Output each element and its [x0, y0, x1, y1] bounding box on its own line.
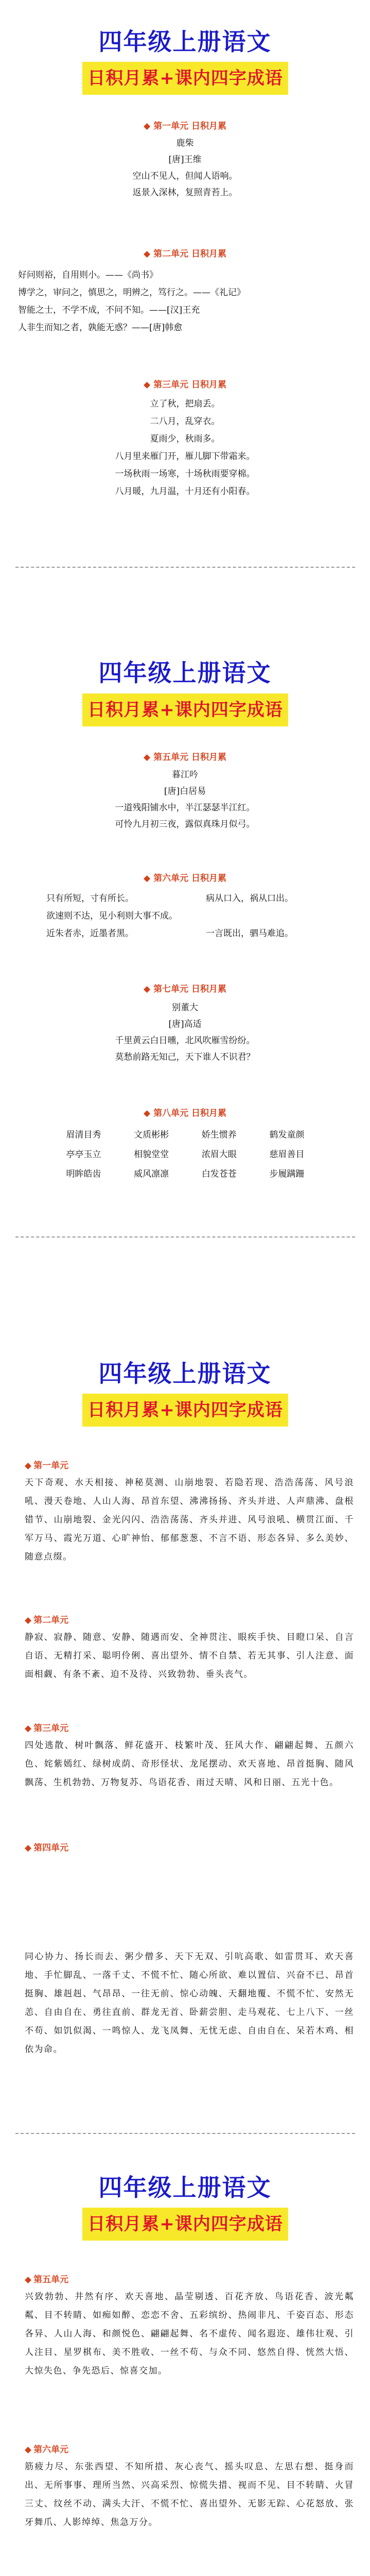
poem-title: 暮江吟 — [172, 770, 198, 780]
poem-line: 返景入深林，复照青苔上。 — [132, 188, 238, 198]
poem-line: 空山不见人，但闻人语响。 — [132, 171, 238, 181]
diamond-icon: ◆ — [25, 1461, 32, 1471]
diamond-icon: ◆ — [144, 1108, 151, 1118]
saying-line: 欲速则不达，见小利则大事不成。 — [46, 911, 178, 921]
poem-author: [唐]王维 — [168, 155, 202, 165]
diamond-icon: ◆ — [144, 121, 151, 131]
idiom-paragraph: 兴致勃勃、井然有序、欢天喜地、晶莹剔透、百花齐放、鸟语花香、波光粼粼、目不转睛、如痴如醉、恋恋不舍、五彩缤纷、热闹非凡、千姿百态、形态各异、人山人海、和颜悦色、翩翩起舞、名不虚传、闻名遐迩、雄伟壮观、引人注目、星罗棋布、美不胜收、一丝不苟、与众不同、悠然自得、恍然大悟、大惊失色、争先恐后、惊喜交加。 — [25, 2292, 354, 2376]
unit-8-heading: ◆ 第八单元 日积月累 — [144, 1108, 226, 1118]
idiom-paragraph: 天下奇观、水天相接、神秘莫测、山崩地裂、若隐若现、浩浩荡荡、风号浪吼、漫天卷地、人山人海、昂首东望、沸沸扬扬、齐头并进、人声鼎沸、盘根错节、山崩地裂、金光闪闪、浩浩荡荡、齐头并进、风号浪吼、横贯江面、千军万马、霞光万道、心旷神怡、郁郁葱葱、不言不语、形态各异、多么美妙、随意点缀。 — [25, 1478, 354, 1562]
diamond-icon: ◆ — [25, 1615, 32, 1625]
page-title: 四年级上册语文 — [98, 2174, 272, 2201]
idiom: 亭亭玉立 — [66, 1149, 101, 1160]
page-title: 四年级上册语文 — [98, 1360, 272, 1387]
idiom-grid — [51, 1125, 319, 1184]
poem-line: 莫愁前路无知己，天下谁人不识君？ — [115, 1052, 255, 1062]
poem-title: 别董大 — [172, 1003, 198, 1013]
page-title: 四年级上册语文 — [98, 659, 272, 687]
unit-6-heading: ◆ 第六单元 日积月累 — [144, 873, 226, 884]
poem-title: 鹿柴 — [176, 138, 194, 148]
section-label: ◆ 第二单元 — [25, 1615, 69, 1625]
proverb-line: 一场秋雨一场寒，十场秋雨要穿棉。 — [115, 469, 255, 479]
quote-line: 智能之士，不学不成，不问不知。——[汉]王充 — [18, 305, 200, 315]
unit-3-heading: ◆ 第三单元 日积月累 — [144, 380, 226, 390]
banner: 日积月累+课内四字成语 — [82, 693, 288, 726]
saying-line: 一言既出，驷马难追。 — [206, 928, 293, 939]
diamond-icon: ◆ — [25, 1843, 32, 1853]
idiom: 文质彬彬 — [134, 1130, 169, 1140]
section-label: ◆ 第一单元 — [25, 1461, 69, 1471]
idiom: 鹤发童颜 — [269, 1130, 305, 1140]
unit-1-heading: ◆ 第一单元 日积月累 — [144, 121, 226, 131]
idiom-paragraph: 同心协力、扬长而去、粥少僧多、天下无双、引吭高歌、如雷贯耳、欢天喜地、手忙脚乱、一落千丈、不慌不忙、随心所欲、难以置信、兴奋不已、昂首挺胸、雄赳赳、气昂昂、一往无前、惊心动魄、天翻地覆、不慌不忙、安然无恙、自由自在、勇往直前、群龙无首、卧薪尝胆、走马观花、七上八下、一丝不苟、如饥似渴、一鸣惊人、龙飞凤舞、无忧无虑、自由自在、呆若木鸡、相依为命。 — [25, 1952, 354, 2055]
saying-line: 只有所短，寸有所长。 — [46, 893, 134, 904]
poem-line: 千里黄云白日曛，北风吹雁雪纷纷。 — [115, 1036, 255, 1046]
idiom-row — [51, 1164, 319, 1184]
quote-line: 博学之，审问之，慎思之，明辨之，笃行之。——《礼记》 — [18, 287, 245, 298]
page-divider — [15, 567, 355, 568]
idiom: 慈眉善目 — [269, 1149, 305, 1160]
diamond-icon: ◆ — [144, 380, 151, 390]
sheet-4 — [0, 2143, 370, 2576]
poem-line: 一道残阳铺水中，半江瑟瑟半江红。 — [115, 803, 255, 813]
sheet-2 — [0, 592, 370, 1365]
poem-author: [唐]高适 — [168, 1019, 202, 1029]
section-label: ◆ 第四单元 — [25, 1843, 69, 1853]
sheet-3 — [0, 1252, 370, 2128]
diamond-icon: ◆ — [144, 873, 151, 884]
diamond-icon: ◆ — [144, 984, 151, 994]
idiom-paragraph: 四处逃散、树叶飘落、鲜花盛开、枝繁叶茂、狂风大作、翩翩起舞、五颜六色、姹紫嫣红、绿树成荫、奇形怪状、龙尾摆动、欢天喜地、昂首挺胸、随风飘荡、生机勃勃、万物复苏、鸟语花香、雨过天晴、风和日丽、五光十色。 — [25, 1740, 354, 1788]
saying-line: 病从口入，祸从口出。 — [206, 893, 293, 904]
idiom-paragraph: 静寂、寂静、随意、安静、随遇而安、全神贯注、眼疾手快、目瞪口呆、自言自语、无精打采、聪明伶俐、喜出望外、情不自禁、若无其事、引人注意、面面相觑、有条不紊、迫不及待、兴致勃勃、垂头丧气。 — [25, 1632, 354, 1680]
quote-line: 人非生而知之者，孰能无惑？——[唐]韩愈 — [18, 323, 183, 333]
section-label: ◆ 第五单元 — [25, 2275, 69, 2285]
idiom: 白发苍苍 — [201, 1169, 237, 1179]
section-label: ◆ 第三单元 — [25, 1723, 69, 1734]
diamond-icon: ◆ — [25, 2275, 32, 2285]
unit-5-heading: ◆ 第五单元 日积月累 — [144, 752, 226, 762]
page-divider — [15, 2133, 355, 2134]
page-title: 四年级上册语文 — [98, 28, 272, 56]
proverb-line: 夏雨少，秋雨多。 — [150, 434, 220, 444]
idiom: 明眸皓齿 — [66, 1169, 101, 1179]
idiom-row — [51, 1145, 319, 1164]
banner: 日积月累+课内四字成语 — [82, 1394, 288, 1427]
banner: 日积月累+课内四字成语 — [82, 62, 288, 95]
proverb-line: 八月里来雁门开，雁儿脚下带霜来。 — [115, 451, 255, 462]
banner: 日积月累+课内四字成语 — [82, 2208, 288, 2241]
diamond-icon: ◆ — [144, 249, 151, 259]
idiom: 眉清目秀 — [66, 1130, 101, 1140]
diamond-icon: ◆ — [25, 1723, 32, 1734]
idiom: 步履蹒跚 — [269, 1169, 305, 1179]
idiom: 威风凛凛 — [134, 1169, 169, 1179]
idiom: 相貌堂堂 — [134, 1149, 169, 1160]
idiom: 娇生惯养 — [201, 1130, 237, 1140]
diamond-icon: ◆ — [144, 752, 151, 762]
section-label: ◆ 第六单元 — [25, 2445, 69, 2455]
unit-7-heading: ◆ 第七单元 日积月累 — [144, 984, 226, 994]
proverb-line: 八月暖，九月温，十月还有小阳春。 — [115, 486, 255, 497]
page-divider — [15, 1236, 355, 1238]
sheet-1 — [0, 0, 370, 690]
idiom-row — [51, 1125, 319, 1145]
poem-author: [唐]白居易 — [164, 786, 206, 796]
proverb-line: 立了秋，把扇丢。 — [150, 399, 220, 409]
poem-line: 可怜九月初三夜，露似真珠月似弓。 — [115, 819, 255, 829]
idiom-paragraph: 筋疲力尽、东张西望、不知所措、灰心丧气、摇头叹息、左思右想、挺身而出、无所事事、理所当然、兴高采烈、惊慌失措、视而不见、目不转睛、火冒三丈、纹丝不动、满头大汗、不慌不忙、喜出望外、无影无踪、心花怒放、张牙舞爪、人影绰绰、焦急万分。 — [25, 2462, 354, 2528]
diamond-icon: ◆ — [25, 2445, 32, 2455]
proverb-line: 二八月，乱穿衣。 — [150, 416, 220, 427]
saying-line: 近朱者赤，近墨者黑。 — [46, 928, 134, 939]
idiom: 浓眉大眼 — [201, 1149, 237, 1160]
quote-line: 好问则裕，自用则小。——《尚书》 — [18, 270, 158, 280]
unit-2-heading: ◆ 第二单元 日积月累 — [144, 249, 226, 259]
